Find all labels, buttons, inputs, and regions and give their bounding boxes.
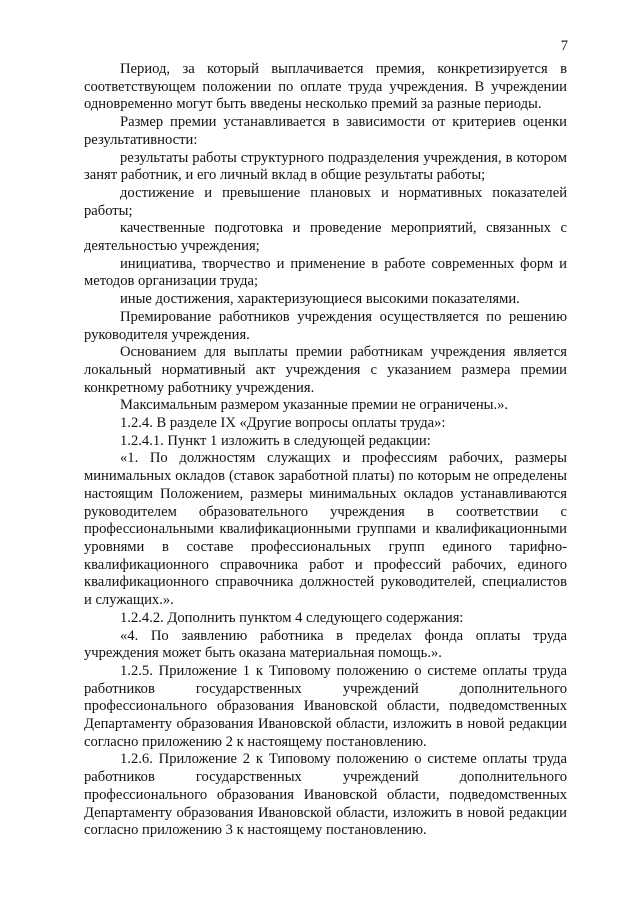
paragraph-premium-criteria: Размер премии устанавливается в зависимости от критериев оценки результативности: bbox=[84, 114, 567, 148]
clause-1-2-4-1: 1.2.4.1. Пункт 1 изложить в следующей редакции: bbox=[120, 432, 431, 449]
criterion-events-quality: качественные подготовка и проведение мероприятий, связанных с деятельностью учреждения; bbox=[84, 220, 567, 255]
criterion-plan-achievement: достижение и превышение плановых и нормативных показателей работы; bbox=[84, 184, 567, 219]
clause-1-2-4: 1.2.4. В разделе IX «Другие вопросы оплаты труда»: bbox=[120, 415, 446, 432]
page-number: 7 bbox=[560, 38, 568, 54]
paragraph-premium-decision: Премирование работников учреждения осуществляется по решению руководителя учреждения. bbox=[84, 308, 567, 343]
clause-1-2-4-2: 1.2.4.2. Дополнить пунктом 4 следующего содержания: bbox=[120, 609, 464, 626]
clause-1-2-5: 1.2.5. Приложение 1 к Типовому положению о системе оплаты труда работников государственных учреждений дополнительного профессионального образования Ивановской области, подведомственных Департаменту образования Ивановской области, изложить в новой редакции согласно приложению 2 к настоящему постановлению. bbox=[84, 662, 567, 750]
paragraph-premium-basis: Основанием для выплаты премии работникам учреждения является локальный нормативный акт учреждения с указанием размера премии конкретному работнику учреждения. bbox=[84, 344, 567, 396]
paragraph-premium-maximum: Максимальным размером указанные премии не ограничены.». bbox=[120, 397, 509, 414]
paragraph-premium-period: Период, за который выплачивается премия, конкретизируется в соответствующем положении по оплате труда учреждения. В учреждении одновременно могут быть введены несколько премий за разные периоды. bbox=[84, 61, 567, 113]
clause-1-2-6: 1.2.6. Приложение 2 к Типовому положению о системе оплаты труда работников государственных учреждений дополнительного профессионального образования Ивановской области, подведомственных Департаменту образования Ивановской области, изложить в новой редакции согласно приложению 3 к настоящему постановлению. bbox=[84, 751, 567, 839]
criterion-other-achievements: иные достижения, характеризующиеся высокими показателями. bbox=[120, 291, 520, 308]
quoted-point-1: «1. По должностям служащих и профессиям рабочих, размеры минимальных окладов (ставок заработной платы) по которым не определены настоящим Положением, размеры минимальных окладов устанавливаются руководителем образовательного учреждения в соответствии с профессиональными квалификационными группами и квалификационными уровнями в составе профессиональных групп единого тарифно-квалификационного справочника работ и профессий рабочих, единого квалификационного справочника должностей руководителей, специалистов и служащих.». bbox=[84, 450, 567, 609]
quoted-point-4: «4. По заявлению работника в пределах фонда оплаты труда учреждения может быть оказана материальная помощь.». bbox=[84, 627, 567, 662]
criterion-initiative: инициатива, творчество и применение в работе современных форм и методов организации труда; bbox=[84, 255, 567, 290]
document-body bbox=[84, 61, 567, 840]
criterion-department-results: результаты работы структурного подразделения учреждения, в котором занят работник, и его личный вклад в общие результаты работы; bbox=[84, 149, 567, 184]
